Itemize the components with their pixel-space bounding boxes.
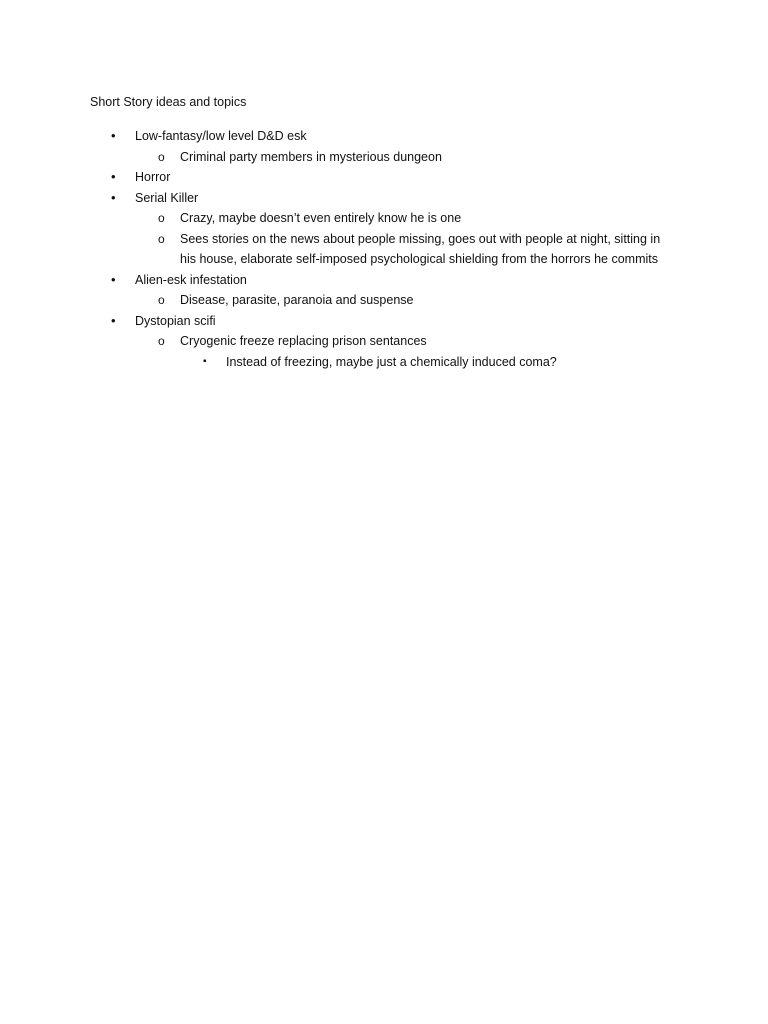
list-item (0, 311, 768, 332)
hollow-bullet-icon: o (158, 211, 165, 225)
document-title: Short Story ideas and topics (90, 95, 247, 109)
square-bullet-icon: ▪ (203, 355, 207, 367)
list-item (0, 352, 768, 373)
list-item-text: Serial Killer (135, 190, 199, 205)
list-item (0, 270, 768, 291)
list-item-text: Instead of freezing, maybe just a chemically induced coma? (226, 354, 557, 369)
bullet-icon: • (111, 271, 116, 287)
list-item-text: Alien-esk infestation (135, 272, 247, 287)
list-item-text: Low-fantasy/low level D&D esk (135, 129, 307, 143)
list-item (0, 188, 768, 209)
list-item-text: Crazy, maybe doesn’t even entirely know he is one (180, 211, 462, 225)
list-item (0, 290, 768, 311)
bullet-icon: • (111, 128, 116, 143)
bullet-icon: • (111, 312, 116, 328)
list-item-text: Sees stories on the news about people missing, goes out with people at night, sitting in his house, elaborate self-imposed psychological shielding from the horrors he commits (180, 231, 661, 266)
list-item (0, 208, 768, 229)
hollow-bullet-icon: o (158, 334, 165, 348)
hollow-bullet-icon: o (158, 231, 165, 246)
list-item-text: Dystopian scifi (135, 313, 216, 328)
hollow-bullet-icon: o (158, 149, 165, 164)
list-item-text: Horror (135, 170, 171, 184)
list-item-text: Cryogenic freeze replacing prison sentances (180, 334, 427, 348)
list-item-text: Disease, parasite, paranoia and suspense (180, 293, 414, 307)
list-item (0, 167, 768, 188)
list-item (0, 126, 768, 147)
bullet-outline (0, 126, 768, 372)
list-item-text: Criminal party members in mysterious dungeon (180, 149, 442, 164)
bullet-icon: • (111, 189, 116, 205)
list-item (0, 331, 768, 352)
hollow-bullet-icon: o (158, 293, 165, 307)
list-item (0, 147, 768, 168)
list-item (0, 229, 768, 270)
bullet-icon: • (111, 169, 116, 184)
